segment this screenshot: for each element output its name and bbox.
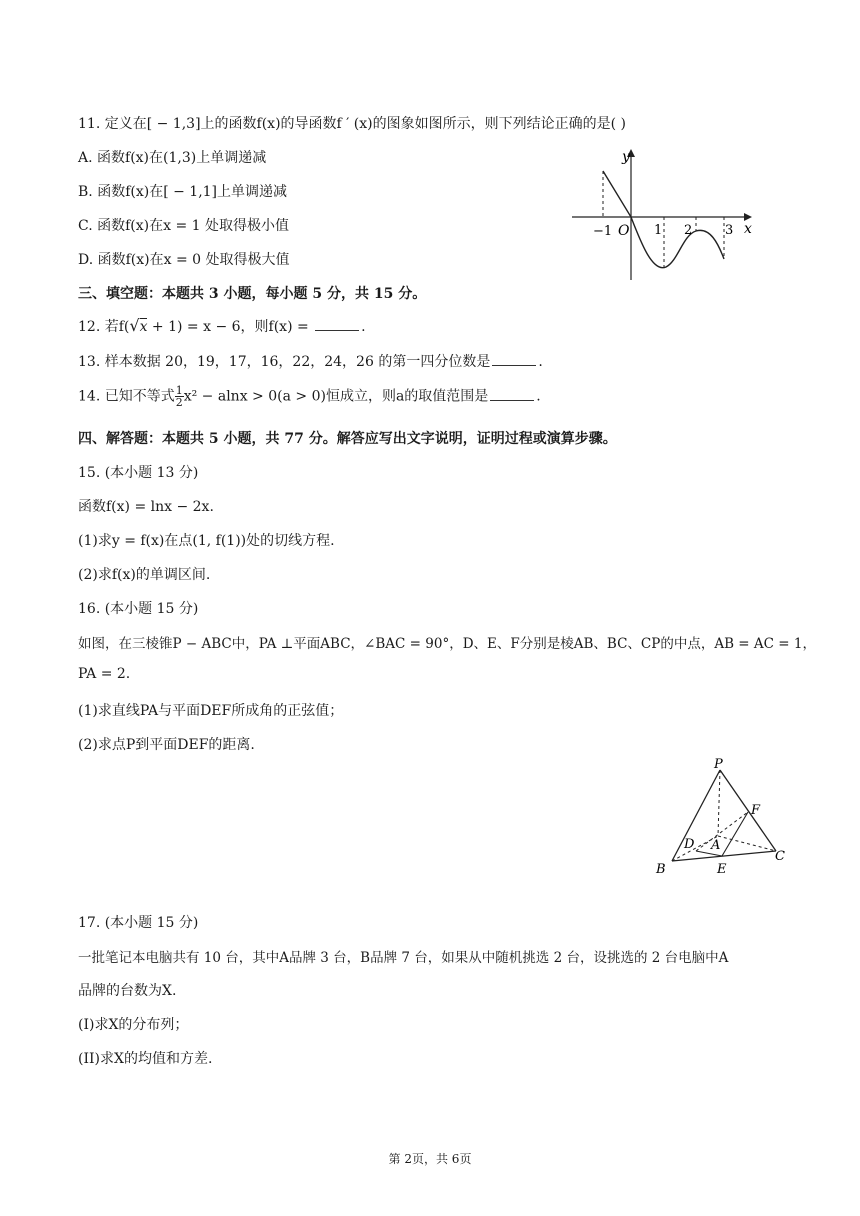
section4-heading: 四、解答题：本题共 5 小题，共 77 分。解答应写出文字说明，证明过程或演算步骤。 [78, 431, 617, 447]
q15-heading: 15. (本小题 13 分) [78, 465, 199, 481]
q14-fraction [175, 385, 184, 408]
derivative-graph [568, 145, 758, 285]
label-P: P [714, 757, 723, 772]
q16-part2: (2)求点P到平面DEF的距离. [78, 737, 255, 753]
q14-prefix: 14. 已知不等式 [78, 388, 175, 405]
q11-option-b: B. 函数f(x)在[ − 1,1]上单调递减 [78, 184, 288, 200]
q17-part2: (II)求X的均值和方差. [78, 1051, 213, 1067]
q16-heading: 16. (本小题 15 分) [78, 601, 199, 617]
q15-part2: (2)求f(x)的单调区间. [78, 567, 211, 583]
q13-suffix: . [538, 354, 543, 370]
label-E: E [717, 862, 727, 877]
q12-answer-blank [315, 318, 359, 331]
graph-label-x: x [744, 221, 752, 237]
section3-heading: 三、填空题：本题共 3 小题，每小题 5 分，共 15 分。 [78, 286, 427, 302]
q14-mid: x² − alnx > 0(a > 0)恒成立，则a的取值范围是 [183, 388, 489, 405]
tetrahedron-figure [650, 756, 800, 881]
q12 [78, 316, 366, 336]
q12-mid: + 1) = x − 6，则f(x) = [147, 319, 314, 335]
q11-option-c: C. 函数f(x)在x = 1 处取得极小值 [78, 218, 289, 234]
q13 [78, 351, 543, 371]
q11-option-d: D. 函数f(x)在x = 0 处取得极大值 [78, 252, 290, 268]
graph-tick-neg1: −1 [593, 224, 613, 239]
graph-label-origin: O [618, 223, 630, 239]
graph-tick-2: 2 [684, 223, 693, 238]
label-F: F [751, 803, 761, 818]
q12-prefix: 12. 若f( [78, 319, 130, 335]
graph-label-y: y [622, 149, 630, 165]
label-B: B [656, 862, 666, 877]
q17-stem-line1: 一批笔记本电脑共有 10 台，其中A品牌 3 台，B品牌 7 台，如果从中随机挑选 2 台，设挑选的 2 台电脑中A [78, 950, 729, 966]
q14 [78, 385, 541, 408]
q13-text: 13. 样本数据 20，19，17，16，22，24，26 的第一四分位数是 [78, 354, 491, 370]
q12-sqrt-arg: x [139, 319, 148, 335]
q15-function: 函数f(x) = lnx − 2x. [78, 499, 214, 515]
q14-answer-blank [490, 388, 534, 401]
label-D: D [684, 837, 695, 852]
q12-suffix: . [361, 319, 366, 335]
label-C: C [775, 849, 785, 864]
q15-part1: (1)求y = f(x)在点(1, f(1))处的切线方程. [78, 533, 335, 549]
q14-suffix: . [536, 388, 541, 405]
q11-option-a: A. 函数f(x)在(1,3)上单调递减 [78, 150, 267, 166]
q13-answer-blank [492, 353, 536, 366]
q14-frac-den: 2 [175, 396, 183, 409]
sqrt-symbol: √ [129, 316, 140, 335]
q14-frac-num: 1 [175, 384, 183, 397]
graph-tick-1: 1 [654, 223, 663, 238]
q17-heading: 17. (本小题 15 分) [78, 915, 199, 931]
q11-stem: 11. 定义在[ − 1,3]上的函数f(x)的导函数f ′ (x)的图象如图所示，则下列结论正确的是( ) [78, 116, 626, 132]
q16-stem-line2: PA = 2. [78, 666, 131, 682]
q16-stem-line1: 如图，在三棱锥P − ABC中，PA ⊥平面ABC，∠BAC = 90°，D、E、F分别是棱AB、BC、CP的中点，AB = AC = 1， [78, 636, 816, 652]
page-footer: 第 2页，共 6页 [388, 1152, 472, 1166]
q17-stem-line2: 品牌的台数为X. [78, 983, 177, 999]
q17-part1: (I)求X的分布列； [78, 1017, 189, 1033]
label-A: A [711, 838, 721, 853]
graph-tick-3: 3 [725, 223, 734, 238]
q16-part1: (1)求直线PA与平面DEF所成角的正弦值； [78, 703, 344, 719]
